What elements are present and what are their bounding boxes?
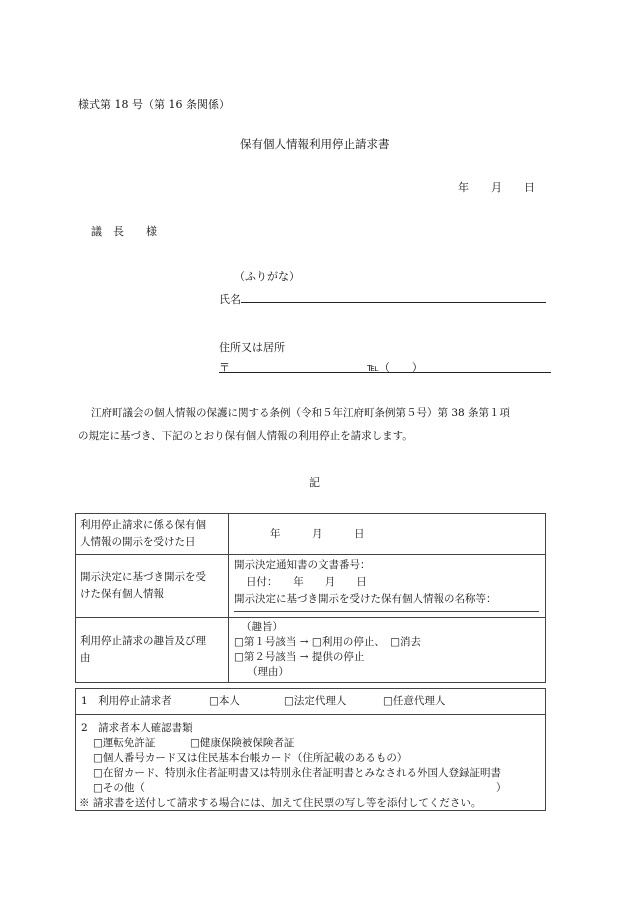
purpose-reason-label: 利用停止請求の趣旨及び理 由 — [76, 618, 229, 683]
furigana-label: （ふりがな） — [234, 270, 300, 283]
option-legal-agent-checkbox[interactable]: □法定代理人 — [284, 695, 347, 707]
date-line: 年 月 日 — [458, 181, 535, 194]
doc-other-close: ） — [496, 782, 507, 794]
doc-residence-card-checkbox[interactable]: □在留カード、特別永住者証明書又は特別永住者証明書とみなされる外国人登録証明書 — [93, 767, 501, 779]
id-docs-title: 2 請求者本人確認書類 — [81, 722, 193, 734]
disclosed-info-label: 開示決定に基づき開示を受 けた保有個人情報 — [76, 555, 229, 618]
address-field[interactable] — [219, 372, 551, 373]
doc-mynumber-card-checkbox[interactable]: □個人番号カード又は住民基本台帳カード（住所記載のあるもの） — [93, 752, 408, 764]
body-text-line1: 江府町議会の個人情報の保護に関する条例（令和５年江府町条例第５号）第 38 条第１項 — [91, 407, 511, 419]
addressee: 議 長 様 — [91, 225, 157, 238]
body-text-line2: の規定に基づき、下記のとおり保有個人情報の利用停止を請求します。 — [78, 430, 413, 442]
option-self-checkbox[interactable]: □本人 — [209, 695, 240, 707]
name-label: 氏名 — [219, 293, 241, 306]
requester-type-row — [76, 689, 545, 715]
address-label: 住所又は居所 — [219, 341, 285, 354]
requester-type-title: 1 利用停止請求者 — [81, 695, 172, 707]
purpose-reason-value[interactable]: （趣旨） □第１号該当 → □利用の停止、 □消去 □第２号該当 → 提供の停止 （理由） — [229, 618, 546, 683]
postal-mark: 〒 — [219, 361, 230, 374]
disclosed-info-value[interactable]: 開示決定通知書の文書番号： 日付： 年 月 日 開示決定に基づき開示を受けた保有個人情報の名称等： — [229, 555, 546, 618]
doc-other-checkbox[interactable]: □その他（ — [93, 782, 145, 794]
form-number: 様式第 18 号（第 16 条関係） — [78, 98, 230, 111]
tel-label: ℡（ ） — [367, 361, 423, 374]
disclosure-date-value[interactable]: 年 月 日 — [229, 514, 546, 555]
requester-info-box — [75, 688, 546, 811]
disclosed-info-underline — [234, 611, 539, 612]
mail-note: ※ 請求書を送付して請求する場合には、加えて住民票の写し等を添付してください。 — [79, 797, 482, 809]
page-title: 保有個人情報利用停止請求書 — [240, 137, 390, 151]
disclosure-date-label: 利用停止請求に係る保有個 人情報の開示を受けた日 — [76, 514, 229, 555]
ki-heading: 記 — [309, 476, 320, 489]
option-voluntary-agent-checkbox[interactable]: □任意代理人 — [383, 695, 446, 707]
doc-drivers-license-checkbox[interactable]: □運転免許証 — [93, 737, 156, 749]
name-field[interactable] — [241, 302, 546, 303]
doc-health-insurance-checkbox[interactable]: □健康保険被保険者証 — [190, 737, 295, 749]
request-details-table — [75, 513, 546, 683]
